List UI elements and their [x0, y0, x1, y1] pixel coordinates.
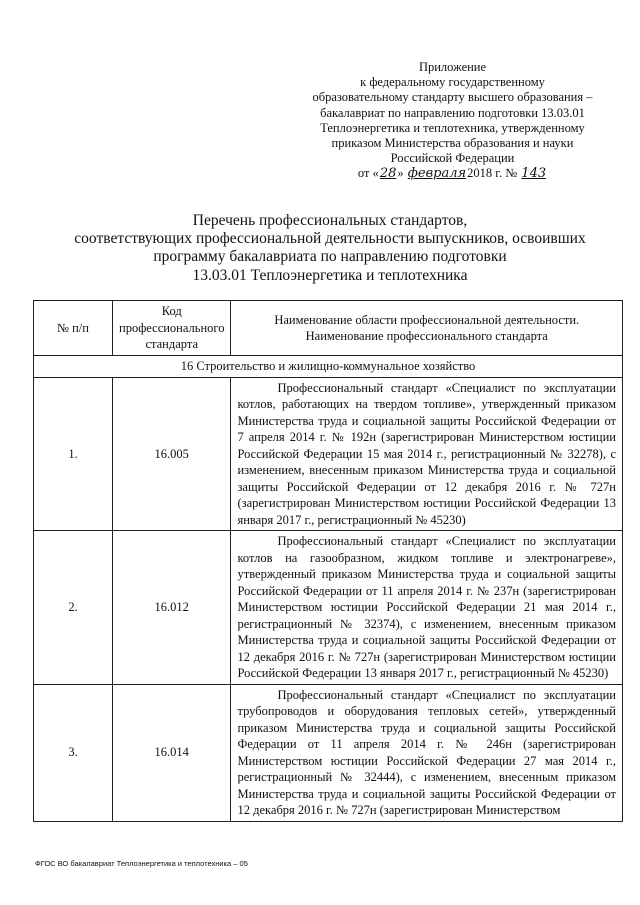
- document-title: [40, 212, 620, 285]
- section-title: 16 Строительство и жилищно-коммунальное хозяйство: [34, 356, 623, 378]
- header-code: Код профессионального стандарта: [113, 301, 231, 356]
- section-row: [34, 356, 623, 378]
- title-line: Перечень профессиональных стандартов,: [192, 212, 468, 229]
- row-num: 2.: [34, 531, 113, 685]
- date-mid: »: [397, 166, 404, 181]
- row-num: 3.: [34, 684, 113, 821]
- header-name: Наименование области профессиональной деятельности. Наименование профессионального стандарта: [231, 301, 623, 356]
- appendix-block: [300, 60, 605, 182]
- appendix-line: к федеральному государственному: [360, 75, 545, 90]
- row-code: 16.014: [113, 684, 231, 821]
- row-num: 1.: [34, 377, 113, 531]
- appendix-line: Теплоэнергетика и теплотехника, утвержденному: [320, 120, 585, 135]
- table-row: [34, 377, 623, 531]
- row-text: Профессиональный стандарт «Специалист по эксплуатации трубопроводов и оборудования тепловых сетей», утвержденный приказом Министерства труда и социальной защиты Российской Федерации от 11 апреля 2014 г. № 246н (зарегистрирован Министерством юстиции Российской Федерации 27 мая 2014 г., регистрационный № 32444), с изменением, внесенным приказом Министерства труда и социальной защиты Российской Федерации от 12 декабря 2016 г. № 727н (зарегистрирован Министерством: [231, 684, 623, 821]
- date-prefix: от «: [357, 166, 379, 181]
- appendix-line: Российской Федерации: [390, 151, 515, 166]
- date-month-handwritten: февраля: [407, 166, 467, 182]
- row-code: 16.005: [113, 377, 231, 531]
- page-footer: ФГОС ВО бакалавриат Теплоэнергетика и теплотехника – 05: [35, 859, 248, 868]
- row-code: 16.012: [113, 531, 231, 685]
- title-line: соответствующих профессиональной деятельности выпускников, освоивших: [74, 230, 586, 248]
- appendix-line: Приложение: [418, 60, 487, 74]
- row-text: Профессиональный стандарт «Специалист по эксплуатации котлов на газообразном, жидком топливе и электронагреве», утвержденный приказом Министерства труда и социальной защиты Российской Федерации от 11 апреля 2014 г. № 237н (зарегистрирован Министерством юстиции Российской Федерации 21 мая 2014 г., регистрационный № 32374), с изменением, внесенным приказом Министерства труда и социальной защиты Российской Федерации от 12 декабря 2016 г. № 727н (зарегистрирован Министерством юстиции Российской Федерации 13 января 2017 г., регистрационный № 45230): [231, 531, 623, 685]
- table-row: [34, 531, 623, 685]
- table-header-row: [34, 301, 623, 356]
- order-date-line: [300, 166, 605, 181]
- standards-table: [33, 300, 623, 822]
- date-day-handwritten: 28: [379, 166, 397, 182]
- appendix-line: приказом Министерства образования и науки: [331, 136, 574, 151]
- date-year: 2018 г. №: [467, 166, 518, 181]
- appendix-line: образовательному стандарту высшего образования –: [312, 90, 593, 105]
- order-number-handwritten: 143: [521, 166, 547, 182]
- table-row: [34, 684, 623, 821]
- row-text: Профессиональный стандарт «Специалист по эксплуатации котлов, работающих на твердом топливе», утвержденный приказом Министерства труда и социальной защиты Российской Федерации от 7 апреля 2014 г. № 192н (зарегистрирован Министерством юстиции Российской Федерации 15 мая 2014 г., регистрационный № 32278), с изменением, внесенным приказом Министерства труда и социальной защиты Российской Федерации от 12 декабря 2016 г. № 727н (зарегистрирован Министерством юстиции Российской Федерации 13 января 2017 г., регистрационный № 45230): [231, 377, 623, 531]
- appendix-line: бакалавриат по направлению подготовки 13.03.01: [320, 105, 585, 120]
- title-line: программу бакалавриата по направлению подготовки: [153, 248, 507, 266]
- title-line: 13.03.01 Теплоэнергетика и теплотехника: [192, 266, 468, 284]
- header-num: № п/п: [34, 301, 113, 356]
